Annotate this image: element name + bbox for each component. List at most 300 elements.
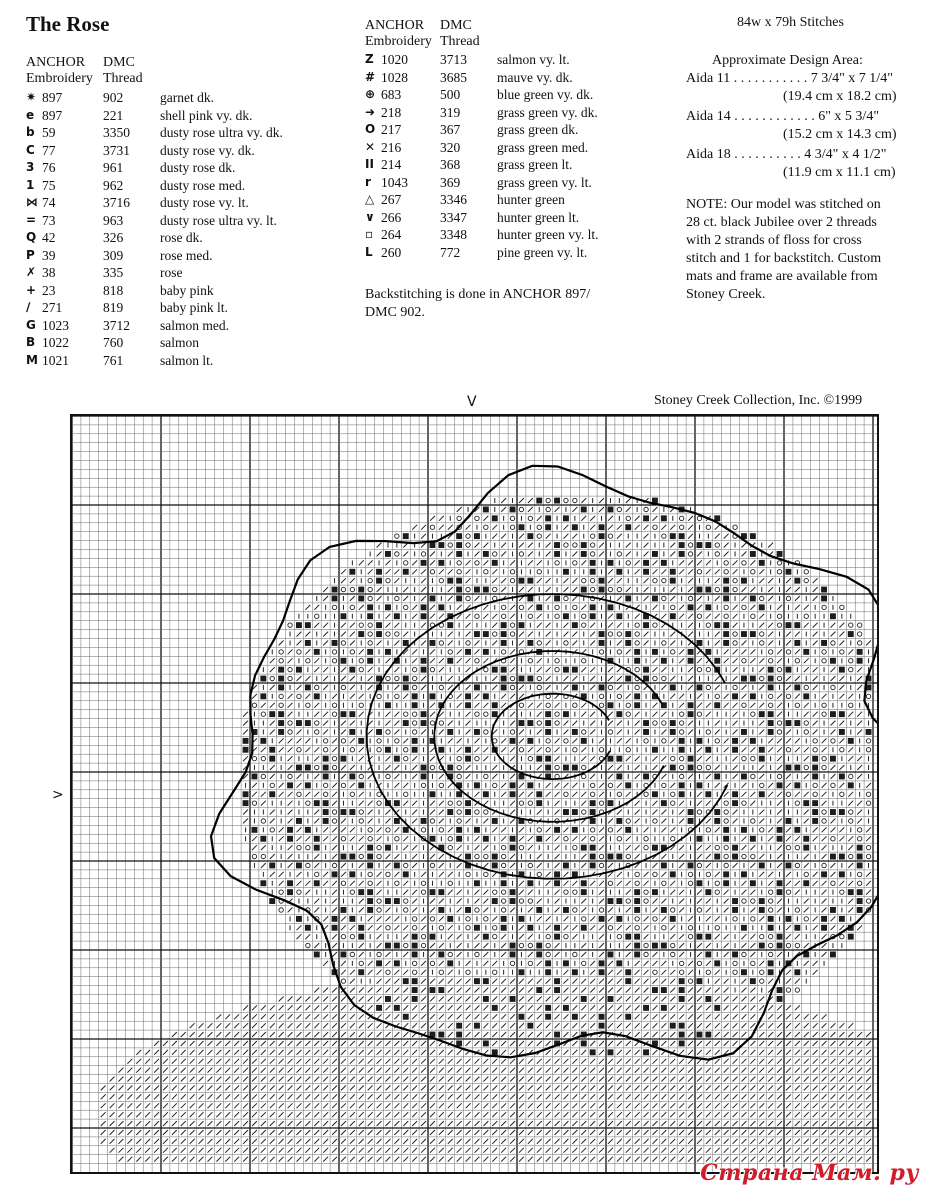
stitch-cell: [154, 1139, 159, 1144]
stitch-cell: [848, 863, 853, 868]
stitch-cell: [866, 1094, 871, 1099]
stitch-cell: [519, 979, 524, 984]
stitch-cell: [474, 685, 480, 691]
stitch-cell: [555, 605, 559, 609]
stitch-cell: [697, 863, 701, 867]
stitch-cell: [501, 1068, 506, 1073]
stitch-cell: [635, 1094, 640, 1099]
stitch-cell: [412, 908, 417, 913]
stitch-cell: [492, 988, 497, 993]
stitch-cell: [555, 810, 560, 815]
stitch-cell: [848, 845, 853, 850]
stitch-cell: [528, 908, 533, 913]
stitch-cell: [297, 1077, 302, 1082]
stitch-cell: [457, 765, 461, 769]
stitch-cell: [394, 1112, 399, 1117]
stitch-cell: [653, 667, 658, 672]
stitch-cell: [421, 979, 426, 984]
stitch-cell: [288, 649, 293, 654]
stitch-cell: [724, 703, 729, 708]
stitch-cell: [804, 819, 809, 824]
stitch-cell: [599, 827, 604, 832]
stitch-cell: [288, 810, 293, 815]
stitch-cell: [786, 765, 792, 771]
fabric-name: Aida 18: [686, 147, 731, 162]
stitch-cell: [519, 622, 525, 628]
stitch-cell: [386, 1050, 391, 1055]
stitch-cell: [439, 899, 444, 904]
stitch-cell: [822, 854, 827, 859]
stitch-cell: [661, 515, 667, 521]
stitch-cell: [706, 845, 711, 850]
stitch-cell: [350, 685, 355, 690]
stitch-cell: [653, 819, 657, 823]
stitch-cell: [483, 1005, 488, 1010]
stitch-cell: [483, 890, 488, 895]
stitch-cell: [644, 1059, 649, 1064]
stitch-cell: [786, 1094, 791, 1099]
stitch-cell: [510, 801, 515, 806]
stitch-cell: [848, 881, 853, 886]
stitch-cell: [403, 1112, 408, 1117]
legend-anchor-number: 76: [42, 160, 56, 175]
stitch-cell: [386, 1014, 391, 1019]
stitch-cell: [653, 863, 658, 868]
stitch-cell: [457, 908, 462, 913]
stitch-cell: [110, 1130, 115, 1135]
stitch-cell: [777, 676, 781, 680]
stitch-cell: [279, 650, 283, 654]
stitch-cell: [564, 934, 568, 938]
stitch-cell: [857, 632, 861, 636]
stitch-cell: [830, 952, 836, 958]
stitch-cell: [768, 659, 772, 663]
stitch-cell: [403, 1103, 408, 1108]
stitch-cell: [831, 819, 836, 824]
stitch-cell: [733, 1041, 738, 1046]
stitch-cell: [804, 1050, 809, 1055]
stitch-cell: [145, 1103, 150, 1108]
stitch-cell: [697, 845, 702, 850]
stitch-cell: [572, 1032, 577, 1037]
stitch-cell: [314, 1130, 319, 1135]
stitch-cell: [314, 1032, 319, 1037]
stitch-cell: [759, 1050, 764, 1055]
stitch-cell: [590, 534, 594, 538]
stitch-cell: [261, 863, 266, 868]
stitch-cell: [465, 907, 471, 913]
stitch-cell: [581, 498, 586, 503]
stitch-cell: [501, 1077, 506, 1082]
stitch-cell: [555, 659, 559, 663]
stitch-cell: [430, 1023, 435, 1028]
legend-symbol-icon: ▫: [365, 227, 374, 241]
stitch-cell: [644, 970, 649, 975]
stitch-cell: [555, 1005, 560, 1010]
stitch-cell: [599, 738, 604, 743]
stitch-cell: [368, 667, 373, 672]
stitch-cell: [723, 631, 729, 637]
stitch-cell: [599, 969, 605, 975]
stitch-cell: [483, 943, 488, 948]
stitch-cell: [288, 756, 293, 761]
stitch-cell: [510, 791, 516, 797]
stitch-cell: [777, 854, 782, 859]
stitch-cell: [421, 765, 427, 771]
stitch-cell: [439, 569, 444, 574]
stitch-cell: [644, 1032, 649, 1037]
stitch-cell: [314, 703, 319, 708]
stitch-cell: [457, 561, 461, 565]
stitch-cell: [608, 1103, 613, 1108]
stitch-cell: [519, 1014, 525, 1020]
stitch-cell: [572, 1094, 577, 1099]
stitch-cell: [705, 747, 711, 753]
stitch-cell: [537, 516, 542, 521]
stitch-cell: [679, 542, 685, 548]
stitch-cell: [608, 970, 613, 975]
stitch-cell: [527, 1023, 533, 1029]
stitch-cell: [706, 1112, 711, 1117]
stitch-cell: [475, 908, 479, 912]
stitch-cell: [492, 1112, 497, 1117]
stitch-cell: [786, 596, 790, 600]
stitch-cell: [848, 649, 853, 654]
stitch-cell: [341, 1103, 346, 1108]
stitch-cell: [270, 854, 275, 859]
stitch-cell: [715, 730, 720, 735]
stitch-cell: [697, 1112, 702, 1117]
stitch-cell: [404, 712, 408, 716]
stitch-cell: [786, 738, 791, 743]
stitch-cell: [839, 1041, 844, 1046]
stitch-cell: [323, 809, 329, 815]
stitch-cell: [857, 1103, 862, 1108]
stitch-cell: [813, 1059, 818, 1064]
stitch-cell: [679, 694, 684, 699]
stitch-cell: [813, 1023, 818, 1028]
stitch-cell: [848, 738, 854, 744]
stitch-cell: [403, 694, 408, 699]
stitch-cell: [536, 952, 542, 958]
stitch-cell: [199, 1139, 204, 1144]
stitch-cell: [466, 765, 471, 770]
stitch-cell: [715, 827, 720, 832]
stitch-cell: [786, 783, 791, 788]
stitch-cell: [768, 1041, 773, 1046]
stitch-cell: [297, 1130, 302, 1135]
stitch-cell: [804, 614, 808, 618]
stitch-cell: [705, 952, 711, 958]
stitch-cell: [831, 774, 836, 779]
stitch-cell: [822, 836, 827, 841]
stitch-cell: [857, 863, 863, 869]
stitch-cell: [652, 987, 658, 993]
stitch-cell: [225, 1023, 230, 1028]
stitch-cell: [492, 774, 497, 779]
stitch-cell: [750, 1050, 755, 1055]
stitch-cell: [724, 1041, 729, 1046]
stitch-cell: [430, 765, 434, 769]
stitch-cell: [688, 560, 693, 565]
stitch-cell: [394, 1094, 399, 1099]
stitch-cell: [581, 854, 586, 859]
stitch-cell: [546, 1130, 551, 1135]
stitch-cell: [279, 703, 283, 707]
stitch-cell: [350, 676, 355, 681]
stitch-cell: [252, 801, 256, 805]
stitch-cell: [555, 1094, 560, 1099]
stitch-cell: [564, 1014, 569, 1019]
stitch-cell: [501, 552, 506, 557]
stitch-cell: [661, 667, 666, 672]
stitch-cell: [563, 569, 569, 575]
stitch-cell: [653, 908, 658, 913]
stitch-cell: [368, 997, 373, 1002]
stitch-cell: [386, 712, 391, 717]
stitch-cell: [519, 694, 524, 699]
stitch-cell: [270, 685, 275, 690]
stitch-cell: [777, 782, 783, 788]
stitch-cell: [581, 516, 586, 521]
stitch-cell: [759, 997, 764, 1002]
stitch-cell: [466, 1130, 471, 1135]
stitch-cell: [297, 632, 302, 637]
stitch-cell: [688, 970, 693, 975]
legend-anchor-number: 214: [381, 157, 402, 172]
stitch-cell: [697, 738, 703, 744]
stitch-cell: [483, 961, 488, 966]
stitch-cell: [528, 605, 533, 610]
stitch-cell: [563, 667, 569, 673]
stitch-cell: [430, 596, 436, 602]
stitch-cell: [377, 827, 382, 832]
stitch-cell: [688, 961, 693, 966]
stitch-cell: [554, 542, 560, 548]
stitch-cell: [688, 863, 694, 869]
stitch-cell: [768, 694, 772, 698]
legend-dmc-number: 369: [440, 174, 461, 190]
stitch-cell: [536, 756, 542, 762]
stitch-cell: [831, 632, 836, 637]
stitch-cell: [394, 943, 400, 949]
stitch-cell: [341, 641, 345, 645]
stitch-cell: [617, 1086, 622, 1091]
stitch-cell: [715, 1014, 720, 1019]
stitch-cell: [581, 1094, 586, 1099]
stitch-cell: [216, 1041, 221, 1046]
stitch-cell: [483, 845, 488, 850]
stitch-cell: [323, 818, 329, 824]
stitch-cell: [804, 712, 809, 717]
stitch-cell: [582, 961, 586, 965]
stitch-cell: [590, 1121, 595, 1126]
stitch-cell: [181, 1130, 186, 1135]
stitch-cell: [537, 979, 542, 984]
stitch-cell: [395, 694, 399, 698]
stitch-cell: [697, 747, 702, 752]
center-marker-left: >: [52, 787, 64, 803]
stitch-cell: [261, 1041, 266, 1046]
stitch-cell: [527, 640, 533, 646]
stitch-cell: [661, 997, 666, 1002]
stitch-cell: [448, 783, 453, 788]
stitch-cell: [448, 872, 453, 877]
stitch-cell: [804, 570, 808, 574]
stitch-cell: [519, 969, 525, 975]
stitch-cell: [234, 1068, 239, 1073]
stitch-cell: [653, 1077, 658, 1082]
stitch-cell: [368, 801, 373, 806]
stitch-cell: [279, 1103, 284, 1108]
stitch-cell: [715, 1032, 720, 1037]
stitch-cell: [421, 818, 427, 824]
stitch-cell: [563, 515, 569, 521]
stitch-cell: [421, 613, 427, 619]
stitch-cell: [403, 1077, 408, 1082]
stitch-cell: [831, 641, 835, 645]
stitch-cell: [564, 979, 569, 984]
stitch-cell: [804, 1014, 809, 1019]
stitch-cell: [457, 756, 461, 760]
stitch-cell: [234, 1059, 239, 1064]
stitch-cell: [297, 650, 301, 654]
stitch-cell: [750, 1086, 755, 1091]
stitch-cell: [572, 685, 578, 691]
stitch-cell: [421, 783, 425, 787]
stitch-cell: [492, 1094, 497, 1099]
stitch-cell: [572, 507, 577, 512]
stitch-cell: [742, 881, 747, 886]
stitch-cell: [661, 756, 666, 761]
stitch-cell: [261, 1023, 266, 1028]
stitch-cell: [439, 961, 444, 966]
stitch-cell: [457, 890, 462, 895]
stitch-cell: [297, 1032, 302, 1037]
stitch-cell: [670, 783, 675, 788]
stitch-cell: [724, 863, 728, 867]
stitch-cell: [599, 1005, 604, 1010]
stitch-cell: [679, 1059, 684, 1064]
stitch-cell: [483, 543, 488, 548]
legend-anchor-number: 264: [381, 227, 402, 242]
stitch-cell: [519, 578, 525, 584]
stitch-cell: [546, 507, 550, 511]
stitch-cell: [635, 614, 640, 619]
stitch-cell: [599, 854, 603, 858]
stitch-cell: [751, 712, 755, 716]
stitch-cell: [484, 917, 488, 921]
stitch-cell: [857, 765, 862, 770]
stitch-cell: [430, 819, 434, 823]
stitch-cell: [474, 880, 480, 886]
stitch-cell: [457, 516, 461, 520]
stitch-cell: [831, 1130, 836, 1135]
stitch-cell: [733, 658, 738, 663]
stitch-cell: [786, 774, 791, 779]
stitch-cell: [705, 996, 711, 1002]
stitch-cell: [786, 1023, 791, 1028]
stitch-cell: [465, 756, 471, 762]
stitch-cell: [288, 1005, 293, 1010]
stitch-cell: [528, 507, 533, 512]
stitch-cell: [448, 1103, 453, 1108]
stitch-cell: [679, 569, 684, 574]
stitch-cell: [252, 1094, 257, 1099]
stitch-cell: [403, 890, 408, 895]
legend-color-name: salmon lt.: [160, 352, 214, 368]
stitch-cell: [546, 872, 551, 877]
stitch-cell: [110, 1121, 115, 1126]
stitch-cell: [314, 1023, 319, 1028]
stitch-cell: [386, 926, 390, 930]
stitch-cell: [288, 997, 293, 1002]
stitch-cell: [483, 836, 489, 842]
stitch-cell: [386, 632, 390, 636]
stitch-cell: [768, 960, 774, 966]
stitch-cell: [225, 1094, 230, 1099]
stitch-cell: [670, 1005, 675, 1010]
stitch-cell: [501, 1041, 506, 1046]
stitch-cell: [377, 1094, 382, 1099]
stitch-cell: [412, 702, 418, 708]
stitch-cell: [350, 1103, 355, 1108]
stitch-cell: [377, 836, 382, 841]
legend-color-name: salmon med.: [160, 317, 229, 333]
stitch-cell: [866, 801, 870, 805]
stitch-cell: [635, 801, 640, 806]
stitch-cell: [555, 1121, 560, 1126]
stitch-cell: [358, 631, 364, 637]
legend-anchor-number: 38: [42, 265, 56, 280]
stitch-cell: [475, 836, 480, 841]
stitch-cell: [368, 1023, 373, 1028]
stitch-cell: [821, 871, 827, 877]
stitch-cell: [742, 694, 747, 699]
stitch-cell: [368, 1068, 373, 1073]
stitch-cell: [670, 676, 675, 681]
stitch-cell: [119, 1130, 124, 1135]
stitch-cell: [475, 1077, 480, 1082]
stitch-cell: [741, 925, 747, 931]
stitch-cell: [359, 560, 364, 565]
stitch-cell: [305, 836, 310, 841]
stitch-cell: [724, 1014, 729, 1019]
stitch-cell: [626, 1005, 631, 1010]
stitch-cell: [537, 623, 542, 628]
stitch-cell: [626, 1050, 631, 1055]
stitch-cell: [475, 712, 479, 716]
stitch-cell: [715, 739, 719, 743]
stitch-cell: [822, 1050, 827, 1055]
center-marker-top: V: [467, 394, 477, 410]
stitch-cell: [581, 899, 586, 904]
stitch-cell: [733, 970, 737, 974]
stitch-cell: [653, 801, 658, 806]
stitch-cell: [466, 1139, 471, 1144]
stitch-cell: [750, 1103, 755, 1108]
stitch-cell: [804, 1112, 809, 1117]
stitch-cell: [367, 854, 373, 860]
stitch-cell: [297, 694, 301, 698]
stitch-cell: [270, 1041, 275, 1046]
stitch-cell: [439, 774, 444, 779]
stitch-cell: [635, 854, 640, 859]
stitch-cell: [635, 1005, 640, 1010]
pattern-grid: [72, 416, 877, 1172]
stitch-cell: [732, 854, 738, 860]
stitch-cell: [688, 809, 694, 815]
